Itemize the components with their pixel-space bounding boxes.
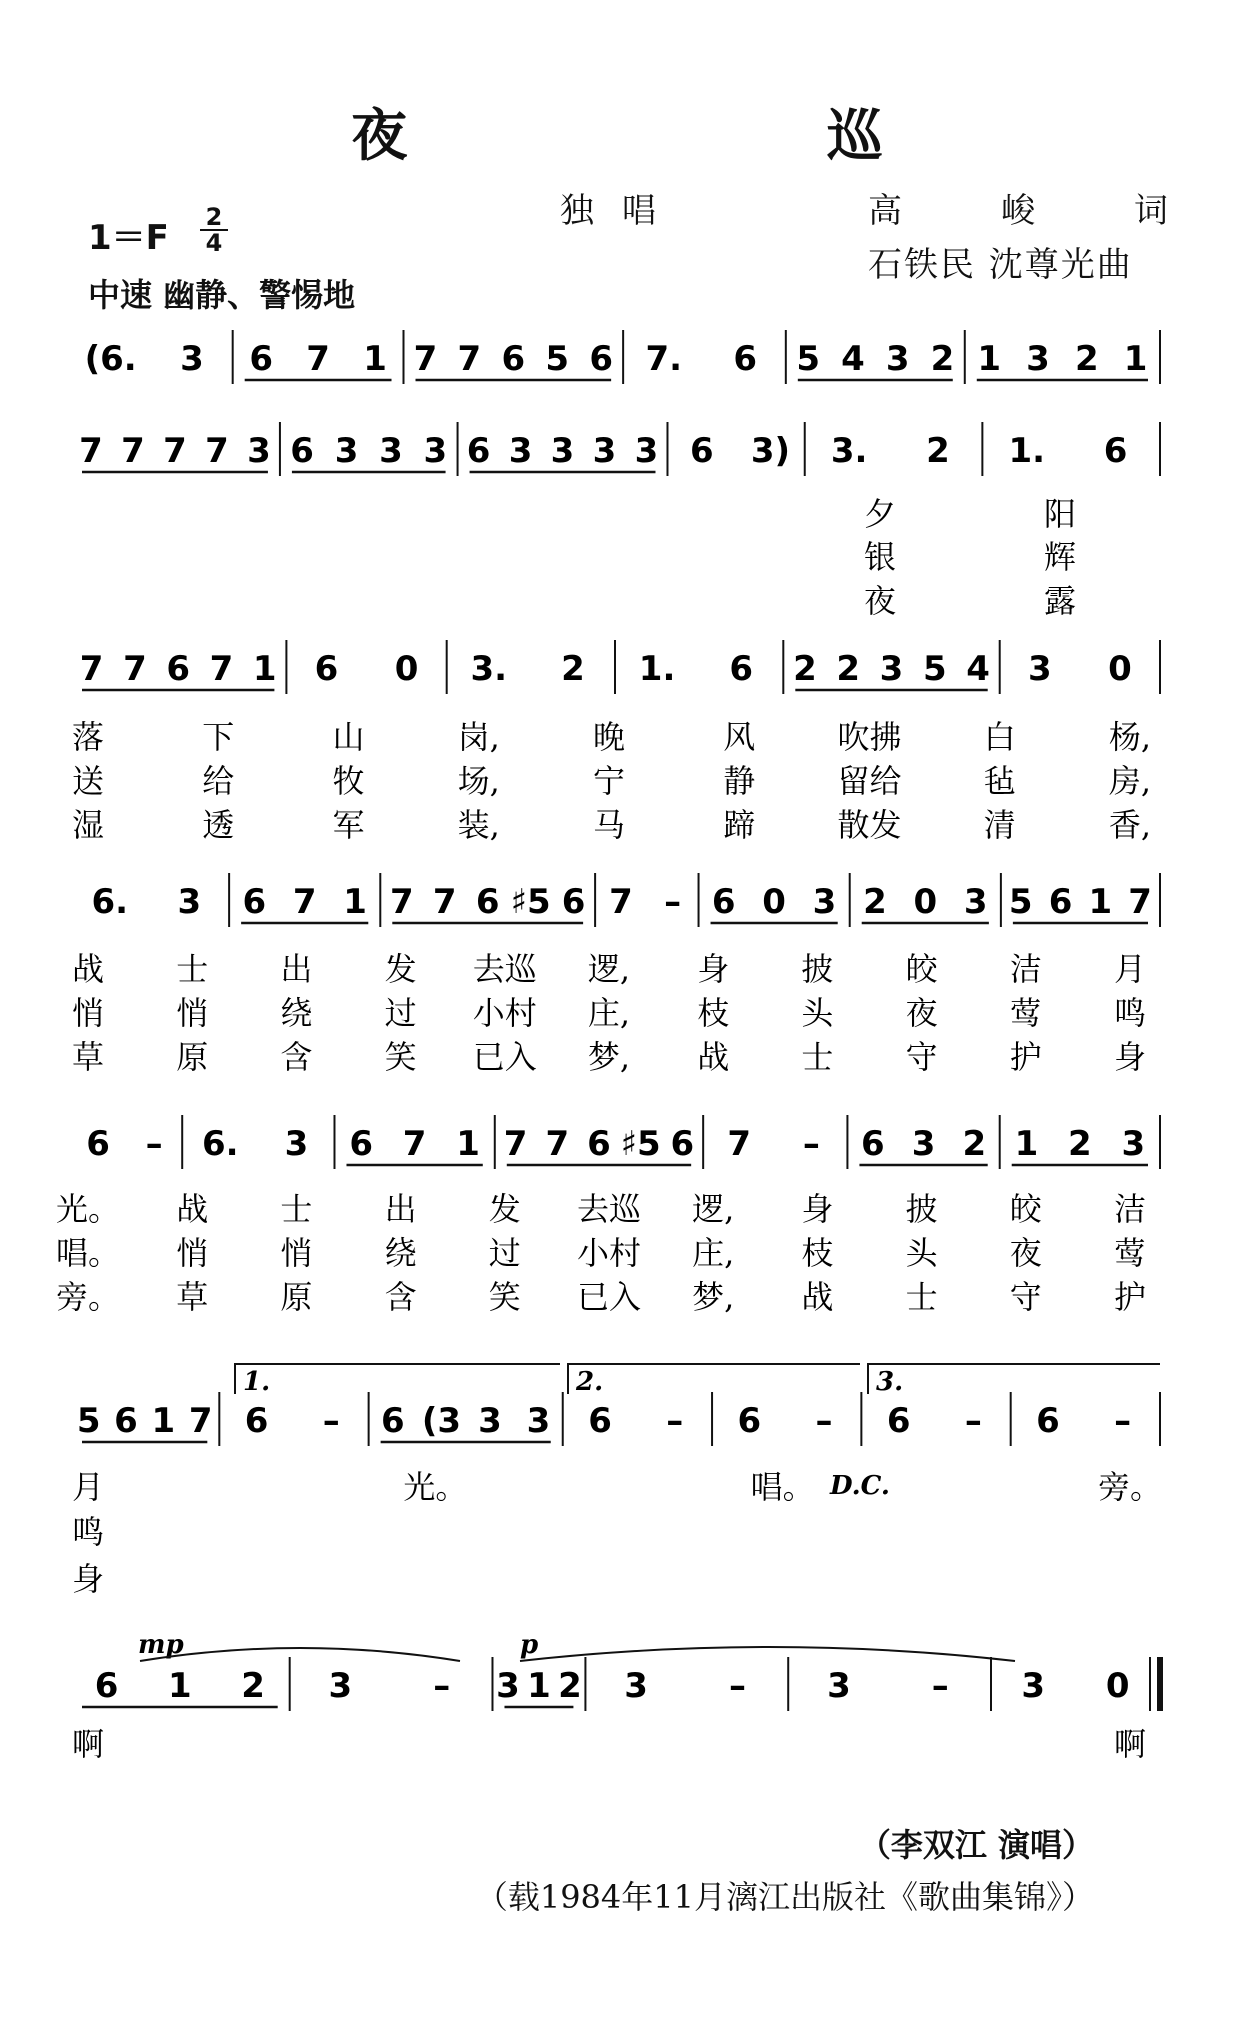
note: 6 — [561, 882, 586, 922]
song-title: 夜 巡 — [351, 103, 1083, 169]
note: 7 — [79, 431, 103, 471]
note: 0 — [394, 649, 419, 689]
lyric-syllable: 小村 — [472, 994, 537, 1032]
lyric-syllable: 夜 — [863, 582, 897, 620]
note: ♯5 — [510, 882, 551, 922]
time-numerator: 2 — [205, 203, 223, 231]
lyric-syllable: 枝 — [697, 994, 730, 1032]
note: 1. — [1008, 431, 1046, 471]
lyric-syllable: 静 — [723, 762, 756, 800]
note: 6 — [886, 1401, 911, 1441]
lyric-syllable: 月 — [71, 1468, 105, 1506]
note: 6 — [290, 431, 314, 471]
note: – — [322, 1401, 340, 1441]
note: 6. — [91, 882, 129, 922]
lyric-syllable: 晚 — [592, 718, 626, 756]
lyric-syllable: 去巡 — [472, 950, 537, 988]
lyric-syllable: 岗, — [457, 718, 500, 756]
lyric-syllable: 战 — [176, 1190, 209, 1228]
note: 6 — [588, 1401, 612, 1441]
lyric-syllable: 发 — [488, 1190, 521, 1228]
lyric-syllable: 草 — [71, 1038, 105, 1076]
lyric-syllable: 梦, — [587, 1038, 631, 1076]
lyric-syllable: 洁 — [1113, 1190, 1147, 1228]
note: 3) — [750, 431, 791, 471]
lyric-syllable: 披 — [905, 1190, 938, 1228]
lyric-syllable: 送 — [71, 762, 105, 800]
lyric-syllable: 身 — [1113, 1038, 1147, 1076]
volta-label: 2. — [576, 1367, 604, 1397]
note: 1 — [363, 339, 387, 379]
note: 2 — [863, 882, 887, 922]
slur — [520, 1647, 1015, 1661]
lyric-syllable: 光。 — [403, 1468, 468, 1506]
lyric-syllable: 含 — [384, 1278, 417, 1316]
lyric-syllable: 皎 — [1009, 1190, 1042, 1228]
lyric-syllable: 军 — [332, 806, 365, 844]
dc-marking: D.C. — [830, 1471, 890, 1501]
lyric-syllable: 唱。 — [55, 1234, 121, 1272]
lyric-syllable: 已入 — [472, 1038, 537, 1076]
note: 3 — [1021, 1666, 1046, 1706]
note: 7 — [402, 1124, 427, 1164]
note: 6 — [729, 649, 754, 689]
note: 7 — [1128, 882, 1152, 922]
note: 7 — [209, 649, 234, 689]
note: 3 — [496, 1666, 520, 1706]
lyric-syllable: 风 — [723, 718, 756, 756]
volta-bracket — [568, 1364, 860, 1394]
lyric-syllable: 蹄 — [723, 806, 756, 844]
note: 1 — [252, 649, 277, 689]
note: 7 — [163, 431, 187, 471]
lyric-syllable: 阳 — [1043, 495, 1077, 533]
lyric-syllable: 头 — [905, 1234, 938, 1272]
note: 6 — [670, 1124, 695, 1164]
note: 5 — [1008, 882, 1033, 922]
note: 3 — [1026, 339, 1050, 379]
note: 1 — [527, 1666, 551, 1706]
lyric-syllable: 士 — [801, 1038, 834, 1076]
lyric-syllable: 悄 — [176, 994, 209, 1032]
note: – — [964, 1401, 982, 1441]
note: 6 — [249, 339, 273, 379]
slur — [140, 1648, 460, 1661]
lyric-syllable: 洁 — [1009, 950, 1042, 988]
lyric-syllable: 宁 — [592, 762, 626, 800]
note: 6 — [166, 649, 191, 689]
note: 7 — [609, 882, 633, 922]
lyric-syllable: 夜 — [905, 994, 938, 1032]
lyric-syllable: 原 — [280, 1278, 313, 1316]
lyric-syllable: 鸣 — [71, 1513, 105, 1551]
lyric-syllable: 战 — [71, 950, 105, 988]
note: 3 — [177, 882, 202, 922]
note: 3 — [247, 431, 271, 471]
note: 3 — [478, 1401, 502, 1441]
lyric-syllable: 留给 — [837, 762, 902, 800]
lyric-syllable: 悄 — [176, 1234, 209, 1272]
note: – — [815, 1401, 833, 1441]
note: 6 — [501, 339, 526, 379]
lyric-syllable: 战 — [697, 1038, 730, 1076]
key-signature: 1＝F — [88, 218, 169, 258]
note: 0 — [913, 882, 938, 922]
lyric-syllable: 啊 — [71, 1725, 105, 1763]
lyric-syllable: 夜 — [1009, 1234, 1042, 1272]
note: 3 — [334, 431, 359, 471]
tempo-marking: 中速 幽静、警惕地 — [88, 276, 356, 314]
lyric-syllable: 辉 — [1043, 538, 1077, 576]
note: 2 — [793, 649, 817, 689]
lyric-syllable: 发 — [384, 950, 417, 988]
lyric-syllable: 唱。 — [750, 1468, 815, 1506]
note: 3 — [624, 1666, 648, 1706]
note: 7 — [79, 649, 104, 689]
lyric-syllable: 山 — [332, 718, 365, 756]
lyric-syllable: 旁。 — [1097, 1468, 1163, 1506]
lyric-syllable: 房, — [1108, 762, 1152, 800]
note: 1 — [343, 882, 367, 922]
lyric-syllable: 去巡 — [576, 1190, 642, 1228]
lyric-syllable: 光。 — [55, 1190, 121, 1228]
lyric-syllable: 护 — [1113, 1278, 1147, 1316]
dynamic-mp: mp — [138, 1630, 184, 1660]
lyric-syllable: 身 — [71, 1560, 105, 1598]
note: 6 — [381, 1401, 405, 1441]
note: 6 — [1036, 1401, 1060, 1441]
note: 1 — [168, 1666, 192, 1706]
note: 2 — [241, 1666, 265, 1706]
lyric-syllable: 笑 — [488, 1278, 521, 1316]
note: 5 — [922, 649, 947, 689]
note: 6 — [86, 1124, 110, 1164]
lyric-syllable: 白 — [983, 718, 1016, 756]
note: 2 — [1068, 1124, 1092, 1164]
dynamic-p: p — [520, 1630, 539, 1660]
lyric-syllable: 出 — [384, 1190, 417, 1228]
lyric-syllable: 落 — [71, 718, 105, 756]
note: 1 — [1123, 339, 1148, 379]
lyric-syllable: 场, — [457, 762, 500, 800]
note: 7 — [545, 1124, 570, 1164]
note: 5 — [545, 339, 570, 379]
note: 7 — [503, 1124, 528, 1164]
performer-credit: （李双江 演唱） — [858, 1826, 1094, 1864]
note: 0 — [1105, 1666, 1130, 1706]
note: 3 — [879, 649, 904, 689]
note: 1 — [1014, 1124, 1039, 1164]
note: 2 — [836, 649, 861, 689]
lyric-syllable: 莺 — [1113, 1234, 1147, 1272]
note: 6 — [466, 431, 491, 471]
note: 1. — [638, 649, 676, 689]
note: 3 — [328, 1666, 353, 1706]
note: 6 — [689, 431, 714, 471]
lyric-syllable: 绕 — [384, 1234, 417, 1272]
note: – — [664, 882, 682, 922]
note: 6 — [737, 1401, 762, 1441]
note: (6. — [84, 339, 137, 379]
lyric-syllable: 梦, — [692, 1278, 735, 1316]
note: 7 — [727, 1124, 752, 1164]
note: 3 — [812, 882, 837, 922]
note: 2 — [930, 339, 955, 379]
lyric-syllable: 笑 — [384, 1038, 417, 1076]
lyric-syllable: 清 — [983, 806, 1016, 844]
note: 7 — [292, 882, 317, 922]
note: 0 — [762, 882, 786, 922]
note: 7 — [457, 339, 482, 379]
note: 6 — [1103, 431, 1128, 471]
note: 7 — [205, 431, 229, 471]
note: 5 — [76, 1401, 101, 1441]
note: 1 — [151, 1401, 176, 1441]
note: 6 — [860, 1124, 885, 1164]
note: 7 — [432, 882, 457, 922]
note: 3 — [634, 431, 659, 471]
lyric-syllable: 枝 — [801, 1234, 834, 1272]
lyric-syllable: 绕 — [280, 994, 313, 1032]
note: 3 — [911, 1124, 936, 1164]
lyric-syllable: 战 — [801, 1278, 834, 1316]
note: 1 — [456, 1124, 480, 1164]
genre-label: 独唱 — [560, 191, 684, 231]
note: 1 — [977, 339, 1002, 379]
note: – — [666, 1401, 684, 1441]
lyric-syllable: 旁。 — [55, 1278, 121, 1316]
note: 6 — [314, 649, 339, 689]
lyric-syllable: 逻, — [692, 1190, 735, 1228]
note: 4 — [966, 649, 990, 689]
note: 7. — [645, 339, 683, 379]
note: (3 — [421, 1401, 462, 1441]
note: 4 — [841, 339, 865, 379]
lyric-syllable: 草 — [176, 1278, 209, 1316]
note: 6 — [242, 882, 267, 922]
lyric-syllable: 士 — [280, 1190, 313, 1228]
lyric-syllable: 守 — [905, 1038, 938, 1076]
lyric-syllable: 已入 — [576, 1278, 642, 1316]
lyric-syllable: 小村 — [576, 1234, 642, 1272]
note: 7 — [306, 339, 330, 379]
lyric-syllable: 护 — [1009, 1038, 1042, 1076]
lyric-syllable: 逻, — [587, 950, 631, 988]
lyric-syllable: 月 — [1113, 950, 1147, 988]
lyric-syllable: 含 — [280, 1038, 313, 1076]
time-denominator: 4 — [200, 229, 228, 255]
volta-label: 1. — [243, 1367, 271, 1397]
lyric-syllable: 悄 — [280, 1234, 313, 1272]
note: 7 — [389, 882, 414, 922]
source-credit: （载1984年11月漓江出版社《歌曲集锦》） — [475, 1878, 1094, 1916]
lyric-syllable: 湿 — [71, 806, 105, 844]
lyric-syllable: 夕 — [863, 495, 897, 533]
lyric-syllable: 皎 — [905, 950, 938, 988]
note: – — [145, 1124, 163, 1164]
note: 2 — [1074, 339, 1099, 379]
note: 6 — [475, 882, 500, 922]
lyric-syllable: 身 — [801, 1190, 834, 1228]
note: 3 — [963, 882, 988, 922]
note: 3 — [284, 1124, 309, 1164]
lyric-syllable: 给 — [202, 762, 235, 800]
lyric-syllable: 香, — [1108, 806, 1152, 844]
composer-credit: 石铁民 沈尊光曲 — [868, 245, 1133, 285]
note: 3 — [885, 339, 910, 379]
note: – — [1114, 1401, 1132, 1441]
lyric-syllable: 牧 — [332, 762, 365, 800]
lyric-syllable: 透 — [202, 806, 235, 844]
note: 6 — [587, 1124, 611, 1164]
note: 6 — [589, 339, 614, 379]
note: 3 — [423, 431, 448, 471]
note: 3. — [830, 431, 868, 471]
lyric-syllable: 下 — [202, 718, 235, 756]
lyric-syllable: 吹拂 — [837, 718, 902, 756]
note: 7 — [413, 339, 438, 379]
lyric-syllable: 露 — [1043, 582, 1077, 620]
note: 3 — [827, 1666, 851, 1706]
lyric-syllable: 披 — [801, 950, 834, 988]
note: 3 — [550, 431, 575, 471]
lyric-syllable: 散发 — [837, 806, 902, 844]
note: 7 — [121, 431, 145, 471]
time-signature — [200, 205, 228, 255]
note: 6 — [114, 1401, 138, 1441]
note: 2 — [561, 649, 585, 689]
lyric-syllable: 莺 — [1009, 994, 1042, 1032]
note: 3 — [1027, 649, 1052, 689]
notation-score — [0, 300, 1234, 1900]
note: 3. — [470, 649, 508, 689]
lyric-syllable: 原 — [176, 1038, 209, 1076]
note: 3 — [180, 339, 204, 379]
lyric-syllable: 庄, — [587, 994, 631, 1032]
note: 6 — [1048, 882, 1073, 922]
note: 3 — [592, 431, 617, 471]
note: 3 — [508, 431, 533, 471]
note: 6 — [94, 1666, 119, 1706]
lyric-syllable: 身 — [697, 950, 730, 988]
note: 1 — [1088, 882, 1113, 922]
lyric-syllable: 过 — [384, 994, 417, 1032]
note: 5 — [796, 339, 821, 379]
volta-bracket — [235, 1364, 560, 1394]
note: – — [433, 1666, 451, 1706]
lyric-syllable: 士 — [905, 1278, 938, 1316]
note: 3 — [379, 431, 403, 471]
note: 3 — [526, 1401, 551, 1441]
lyric-syllable: 头 — [801, 994, 834, 1032]
lyric-syllable: 马 — [592, 806, 626, 844]
note: 2 — [926, 431, 950, 471]
lyric-syllable: 装, — [457, 806, 500, 844]
lyric-syllable: 啊 — [1113, 1725, 1147, 1763]
note: 2 — [962, 1124, 987, 1164]
lyric-syllable: 毡 — [983, 762, 1016, 800]
note: 0 — [1108, 649, 1132, 689]
lyric-syllable: 出 — [280, 950, 313, 988]
note: – — [802, 1124, 820, 1164]
note: – — [729, 1666, 747, 1706]
lyric-syllable: 银 — [863, 538, 897, 576]
lyric-syllable: 士 — [176, 950, 209, 988]
lyricist-credit: 高峻词 — [868, 191, 1168, 231]
lyric-syllable: 守 — [1009, 1278, 1042, 1316]
note: 3 — [1121, 1124, 1146, 1164]
note: 6 — [711, 882, 736, 922]
volta-bracket — [868, 1364, 1160, 1394]
note: ♯5 — [620, 1124, 661, 1164]
lyric-syllable: 悄 — [71, 994, 105, 1032]
lyric-syllable: 鸣 — [1113, 994, 1147, 1032]
note: 6 — [349, 1124, 374, 1164]
lyric-syllable: 庄, — [692, 1234, 735, 1272]
note: 6 — [733, 339, 757, 379]
lyric-syllable: 过 — [488, 1234, 521, 1272]
volta-label: 3. — [876, 1367, 904, 1397]
note: – — [931, 1666, 949, 1706]
note: 2 — [558, 1666, 582, 1706]
note: 6 — [244, 1401, 269, 1441]
note: 7 — [123, 649, 147, 689]
note: 6. — [201, 1124, 239, 1164]
note: 7 — [188, 1401, 213, 1441]
lyric-syllable: 杨, — [1108, 718, 1152, 756]
